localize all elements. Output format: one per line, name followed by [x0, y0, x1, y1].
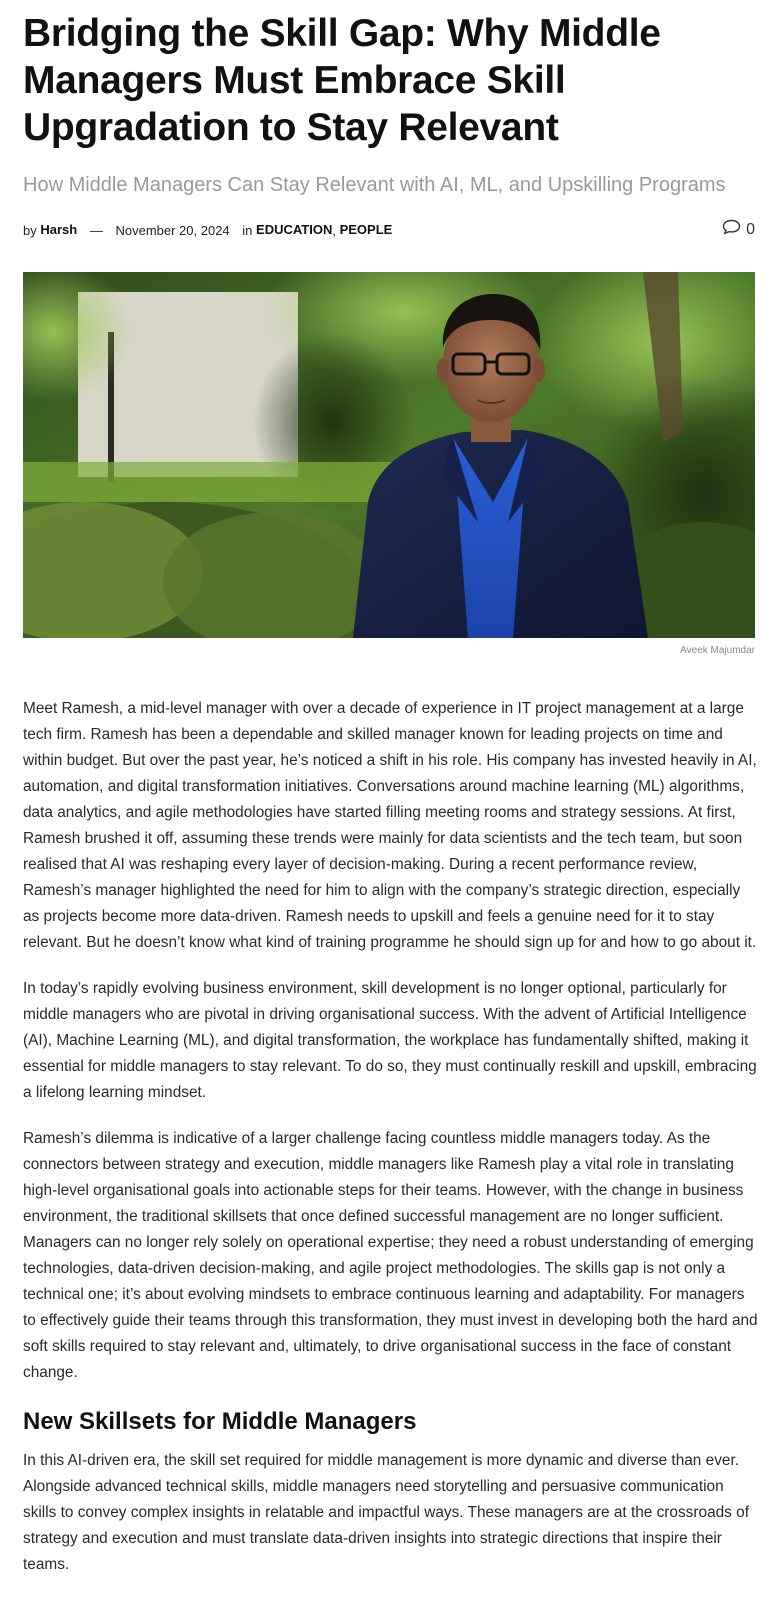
meta-separator: —: [89, 223, 103, 239]
comments-link[interactable]: [722, 219, 755, 240]
category-separator: ,: [332, 223, 336, 239]
category-prefix: in: [242, 223, 253, 239]
body-paragraph: In this AI-driven era, the skill set required for middle management is more dynamic and diverse than ever. Alongside advanced technical skills, middle managers need storytelling and persuasive communication skills to convey complex insights in relatable and impactful ways. These managers are at the crossroads of strategy and execution and must translate data-driven insights into strategic directions that inspire their teams.: [23, 1452, 749, 1573]
article-meta: [23, 222, 755, 242]
author-link[interactable]: Harsh: [40, 222, 78, 237]
article-body: [23, 696, 758, 1598]
comment-count: 0: [746, 220, 755, 238]
category-link-people[interactable]: PEOPLE: [339, 222, 393, 237]
category-link-education[interactable]: EDUCATION: [256, 222, 333, 237]
byline-prefix: by: [23, 223, 37, 239]
article-title: Bridging the Skill Gap: Why Middle Managers Must Embrace Skill Upgradation to Stay Relevant: [23, 12, 661, 149]
body-paragraph: Meet Ramesh, a mid-level manager with over a decade of experience in IT project management at a large tech firm. Ramesh has been a dependable and skilled manager known for leading projects on time and within budget. But over the past year, he’s noticed a shift in his role. His company has invested heavily in AI, automation, and digital transformation initiatives. Conversations around machine learning (ML) algorithms, data analytics, and agile methodologies have started filling meeting rooms and strategy sessions. At first, Ramesh brushed it off, assuming these trends were mainly for data scientists and the tech team, but soon realised that AI was reshaping every layer of decision-making. During a recent performance review, Ramesh’s manager highlighted the need for him to align with the company’s strategic direction, especially as projects become more data-driven. Ramesh needs to upskill and feels a genuine need for it to stay relevant. But he doesn’t know what kind of training programme he should sign up for and how to go about it.: [23, 700, 757, 951]
publish-date: November 20, 2024: [115, 223, 230, 239]
article-subtitle: How Middle Managers Can Stay Relevant with AI, ML, and Upskilling Programs: [23, 174, 726, 196]
featured-image: [23, 272, 755, 638]
body-paragraph: Ramesh’s dilemma is indicative of a larger challenge facing countless middle managers today. As the connectors between strategy and execution, middle managers like Ramesh play a vital role in translating high-level organisational goals into actionable steps for their teams. However, with the change in business environment, the traditional skillsets that once defined successful management are no longer sufficient. Managers can no longer rely solely on operational expertise; they need a robust understanding of emerging technologies, data-driven decision-making, and agile project methodologies. The skills gap is not only a technical one; it’s about evolving mindsets to embrace continuous learning and adaptability. For managers to effectively guide their teams through this transformation, they must invest in developing both the hard and soft skills required to stay relevant and, ultimately, to drive organisational success in the face of constant change.: [23, 1130, 758, 1381]
comment-bubble-icon: [722, 219, 741, 240]
image-credit: Aveek Majumdar: [680, 645, 755, 656]
section-heading: New Skillsets for Middle Managers: [23, 1408, 417, 1435]
body-paragraph: In today’s rapidly evolving business environment, skill development is no longer optional, particularly for middle managers who are pivotal in driving organisational success. With the advent of Artificial Intelligence (AI), Machine Learning (ML), and digital transformation, the workplace has fundamentally shifted, making it essential for middle managers to stay relevant. To do so, they must continually reskill and upskill, embracing a lifelong learning mindset.: [23, 980, 757, 1101]
